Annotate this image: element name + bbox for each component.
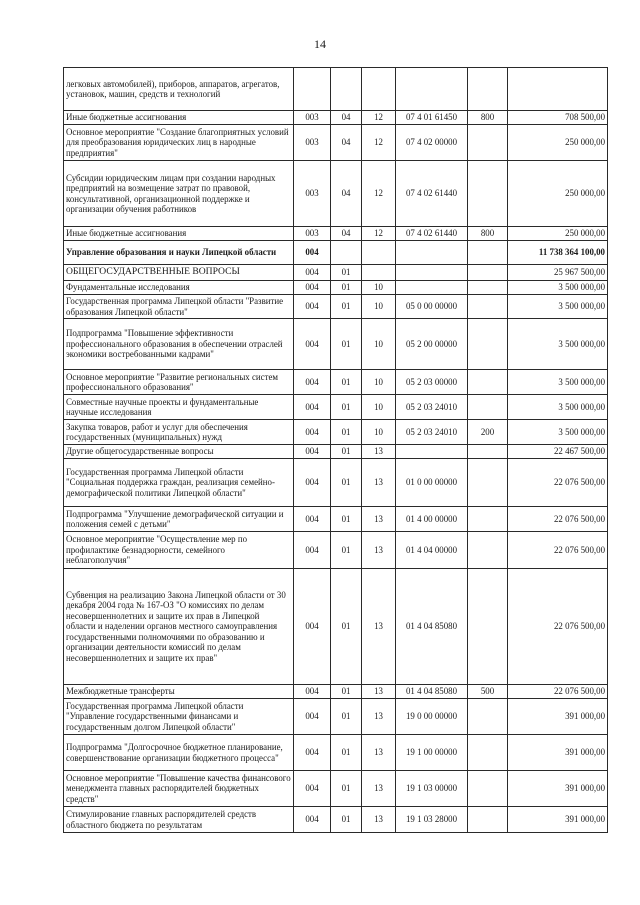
row-description: легковых автомобилей), приборов, аппаратов, агрегатов, установок, машин, средств и технологий (64, 68, 294, 111)
expense-type-code (468, 699, 508, 735)
target-article-code (396, 445, 468, 459)
row-description: Иные бюджетные ассигнования (64, 227, 294, 241)
expense-type-code (468, 532, 508, 569)
table-row (64, 161, 608, 227)
subsection-code: 13 (362, 699, 396, 735)
table-row (64, 445, 608, 459)
subsection-code: 13 (362, 685, 396, 699)
row-description: ОБЩЕГОСУДАРСТВЕННЫЕ ВОПРОСЫ (64, 265, 294, 281)
amount-cell: 708 500,00 (508, 111, 608, 125)
target-article-code: 01 0 00 00000 (396, 459, 468, 507)
subsection-code: 13 (362, 807, 396, 833)
table-row (64, 459, 608, 507)
target-article-code: 07 4 02 61440 (396, 161, 468, 227)
subsection-code: 12 (362, 111, 396, 125)
row-description: Подпрограмма "Повышение эффективности профессионального образования в обеспечении отраслей экономики востребованными кадрами" (64, 319, 294, 370)
table-row (64, 569, 608, 685)
expense-type-code: 200 (468, 420, 508, 445)
table-row (64, 420, 608, 445)
admin-code: 004 (294, 807, 331, 833)
table-row (64, 125, 608, 161)
row-description: Государственная программа Липецкой области "Развитие образования Липецкой области" (64, 295, 294, 319)
row-description: Государственная программа Липецкой области "Управление государственными финансами и государственным долгом Липецкой области" (64, 699, 294, 735)
subsection-code (362, 68, 396, 111)
target-article-code: 05 2 00 00000 (396, 319, 468, 370)
row-description: Основное мероприятие "Создание благоприятных условий для преобразования юридических лиц в народные предприятия" (64, 125, 294, 161)
table-row (64, 265, 608, 281)
expense-type-code (468, 735, 508, 771)
budget-table (63, 67, 608, 833)
subsection-code: 10 (362, 370, 396, 395)
expense-type-code (468, 459, 508, 507)
section-code: 01 (331, 699, 362, 735)
target-article-code: 19 1 03 28000 (396, 807, 468, 833)
section-code: 01 (331, 420, 362, 445)
section-code: 01 (331, 507, 362, 532)
subsection-code: 10 (362, 319, 396, 370)
admin-code: 004 (294, 771, 331, 807)
amount-cell: 391 000,00 (508, 735, 608, 771)
amount-cell: 3 500 000,00 (508, 319, 608, 370)
table-row (64, 227, 608, 241)
section-code: 01 (331, 459, 362, 507)
expense-type-code (468, 241, 508, 265)
table-row (64, 68, 608, 111)
row-description: Подпрограмма "Улучшение демографической ситуации и положения семей с детьми" (64, 507, 294, 532)
section-code (331, 241, 362, 265)
table-row (64, 507, 608, 532)
admin-code: 003 (294, 125, 331, 161)
amount-cell: 3 500 000,00 (508, 420, 608, 445)
row-description: Основное мероприятие "Повышение качества финансового менеджмента главных распорядителей бюджетных средств" (64, 771, 294, 807)
section-code: 01 (331, 445, 362, 459)
amount-cell: 22 076 500,00 (508, 507, 608, 532)
admin-code: 003 (294, 161, 331, 227)
section-code: 01 (331, 370, 362, 395)
subsection-code: 10 (362, 295, 396, 319)
amount-cell: 3 500 000,00 (508, 295, 608, 319)
row-description: Совместные научные проекты и фундаментальные научные исследования (64, 395, 294, 420)
section-code: 04 (331, 111, 362, 125)
target-article-code: 01 4 04 85080 (396, 569, 468, 685)
target-article-code: 01 4 04 85080 (396, 685, 468, 699)
admin-code: 004 (294, 459, 331, 507)
expense-type-code (468, 295, 508, 319)
table-row (64, 771, 608, 807)
expense-type-code (468, 161, 508, 227)
amount-cell: 3 500 000,00 (508, 281, 608, 295)
row-description: Другие общегосударственные вопросы (64, 445, 294, 459)
admin-code: 004 (294, 319, 331, 370)
amount-cell: 391 000,00 (508, 771, 608, 807)
admin-code: 004 (294, 569, 331, 685)
admin-code: 004 (294, 370, 331, 395)
subsection-code: 12 (362, 227, 396, 241)
subsection-code (362, 241, 396, 265)
target-article-code: 01 4 00 00000 (396, 507, 468, 532)
row-description: Государственная программа Липецкой области "Социальная поддержка граждан, реализация семейно-демографической политики Липецкой области" (64, 459, 294, 507)
table-row (64, 111, 608, 125)
amount-cell: 22 076 500,00 (508, 532, 608, 569)
table-row (64, 699, 608, 735)
target-article-code: 19 1 00 00000 (396, 735, 468, 771)
admin-code: 004 (294, 265, 331, 281)
expense-type-code: 800 (468, 227, 508, 241)
expense-type-code (468, 68, 508, 111)
target-article-code: 01 4 04 00000 (396, 532, 468, 569)
table-body (64, 68, 608, 833)
expense-type-code (468, 807, 508, 833)
table-row (64, 532, 608, 569)
amount-cell: 250 000,00 (508, 161, 608, 227)
table-row (64, 281, 608, 295)
admin-code: 004 (294, 420, 331, 445)
section-code: 01 (331, 807, 362, 833)
target-article-code: 07 4 02 00000 (396, 125, 468, 161)
section-code: 04 (331, 125, 362, 161)
admin-code: 004 (294, 241, 331, 265)
expense-type-code (468, 507, 508, 532)
subsection-code: 10 (362, 420, 396, 445)
table-row (64, 241, 608, 265)
subsection-code: 10 (362, 395, 396, 420)
target-article-code: 07 4 02 61440 (396, 227, 468, 241)
section-code: 01 (331, 532, 362, 569)
subsection-code (362, 265, 396, 281)
amount-cell: 3 500 000,00 (508, 395, 608, 420)
admin-code: 004 (294, 445, 331, 459)
admin-code: 004 (294, 699, 331, 735)
section-code: 01 (331, 685, 362, 699)
amount-cell: 250 000,00 (508, 227, 608, 241)
expense-type-code (468, 125, 508, 161)
amount-cell: 22 076 500,00 (508, 459, 608, 507)
admin-code: 004 (294, 281, 331, 295)
section-code (331, 68, 362, 111)
admin-code: 004 (294, 295, 331, 319)
expense-type-code (468, 771, 508, 807)
table-row (64, 395, 608, 420)
subsection-code: 10 (362, 281, 396, 295)
admin-code: 004 (294, 685, 331, 699)
amount-cell: 22 076 500,00 (508, 569, 608, 685)
expense-type-code: 800 (468, 111, 508, 125)
row-description: Подпрограмма "Долгосрочное бюджетное планирование, совершенствование организации бюджетного процесса" (64, 735, 294, 771)
amount-cell: 391 000,00 (508, 699, 608, 735)
admin-code: 004 (294, 532, 331, 569)
table-row (64, 295, 608, 319)
table-row (64, 319, 608, 370)
amount-cell: 3 500 000,00 (508, 370, 608, 395)
section-code: 01 (331, 281, 362, 295)
expense-type-code (468, 370, 508, 395)
page-number: 14 (314, 37, 326, 51)
row-description: Управление образования и науки Липецкой области (64, 241, 294, 265)
expense-type-code (468, 569, 508, 685)
section-code: 01 (331, 395, 362, 420)
subsection-code: 13 (362, 459, 396, 507)
target-article-code: 05 2 03 00000 (396, 370, 468, 395)
expense-type-code (468, 265, 508, 281)
section-code: 01 (331, 771, 362, 807)
amount-cell: 25 967 500,00 (508, 265, 608, 281)
admin-code (294, 68, 331, 111)
subsection-code: 12 (362, 125, 396, 161)
target-article-code (396, 281, 468, 295)
subsection-code: 13 (362, 507, 396, 532)
table-row (64, 735, 608, 771)
section-code: 01 (331, 265, 362, 281)
target-article-code: 07 4 01 61450 (396, 111, 468, 125)
target-article-code: 05 0 00 00000 (396, 295, 468, 319)
admin-code: 003 (294, 227, 331, 241)
subsection-code: 13 (362, 735, 396, 771)
section-code: 01 (331, 735, 362, 771)
expense-type-code (468, 395, 508, 420)
target-article-code: 19 1 03 00000 (396, 771, 468, 807)
subsection-code: 13 (362, 445, 396, 459)
amount-cell (508, 68, 608, 111)
row-description: Субсидии юридическим лицам при создании народных предприятий на возмещение затрат по правовой, консультативной, организационной поддержке и организации обучения работников (64, 161, 294, 227)
amount-cell: 22 467 500,00 (508, 445, 608, 459)
amount-cell: 250 000,00 (508, 125, 608, 161)
section-code: 04 (331, 227, 362, 241)
table-row (64, 370, 608, 395)
admin-code: 004 (294, 735, 331, 771)
row-description: Основное мероприятие "Осуществление мер по профилактике безнадзорности, семейного неблагополучия" (64, 532, 294, 569)
amount-cell: 11 738 364 100,00 (508, 241, 608, 265)
target-article-code (396, 241, 468, 265)
subsection-code: 13 (362, 771, 396, 807)
table-row (64, 807, 608, 833)
target-article-code: 05 2 03 24010 (396, 395, 468, 420)
amount-cell: 22 076 500,00 (508, 685, 608, 699)
target-article-code (396, 265, 468, 281)
subsection-code: 12 (362, 161, 396, 227)
table-row (64, 685, 608, 699)
expense-type-code (468, 445, 508, 459)
amount-cell: 391 000,00 (508, 807, 608, 833)
expense-type-code (468, 281, 508, 295)
expense-type-code (468, 319, 508, 370)
admin-code: 004 (294, 507, 331, 532)
row-description: Фундаментальные исследования (64, 281, 294, 295)
section-code: 01 (331, 295, 362, 319)
section-code: 01 (331, 319, 362, 370)
expense-type-code: 500 (468, 685, 508, 699)
row-description: Стимулирование главных распорядителей средств областного бюджета по результатам (64, 807, 294, 833)
row-description: Межбюджетные трансферты (64, 685, 294, 699)
row-description: Субвенция на реализацию Закона Липецкой области от 30 декабря 2004 года № 167-ОЗ "О комиссиях по делам несовершеннолетних и защите их прав в Липецкой области и наделении органов местного самоуправления государственными полномочиями по образованию и организации деятельности комиссий по делам несовершеннолетних и защите их прав" (64, 569, 294, 685)
target-article-code: 19 0 00 00000 (396, 699, 468, 735)
row-description: Иные бюджетные ассигнования (64, 111, 294, 125)
admin-code: 004 (294, 395, 331, 420)
subsection-code: 13 (362, 569, 396, 685)
subsection-code: 13 (362, 532, 396, 569)
admin-code: 003 (294, 111, 331, 125)
section-code: 01 (331, 569, 362, 685)
row-description: Закупка товаров, работ и услуг для обеспечения государственных (муниципальных) нужд (64, 420, 294, 445)
row-description: Основное мероприятие "Развитие региональных систем профессионального образования" (64, 370, 294, 395)
target-article-code (396, 68, 468, 111)
section-code: 04 (331, 161, 362, 227)
target-article-code: 05 2 03 24010 (396, 420, 468, 445)
